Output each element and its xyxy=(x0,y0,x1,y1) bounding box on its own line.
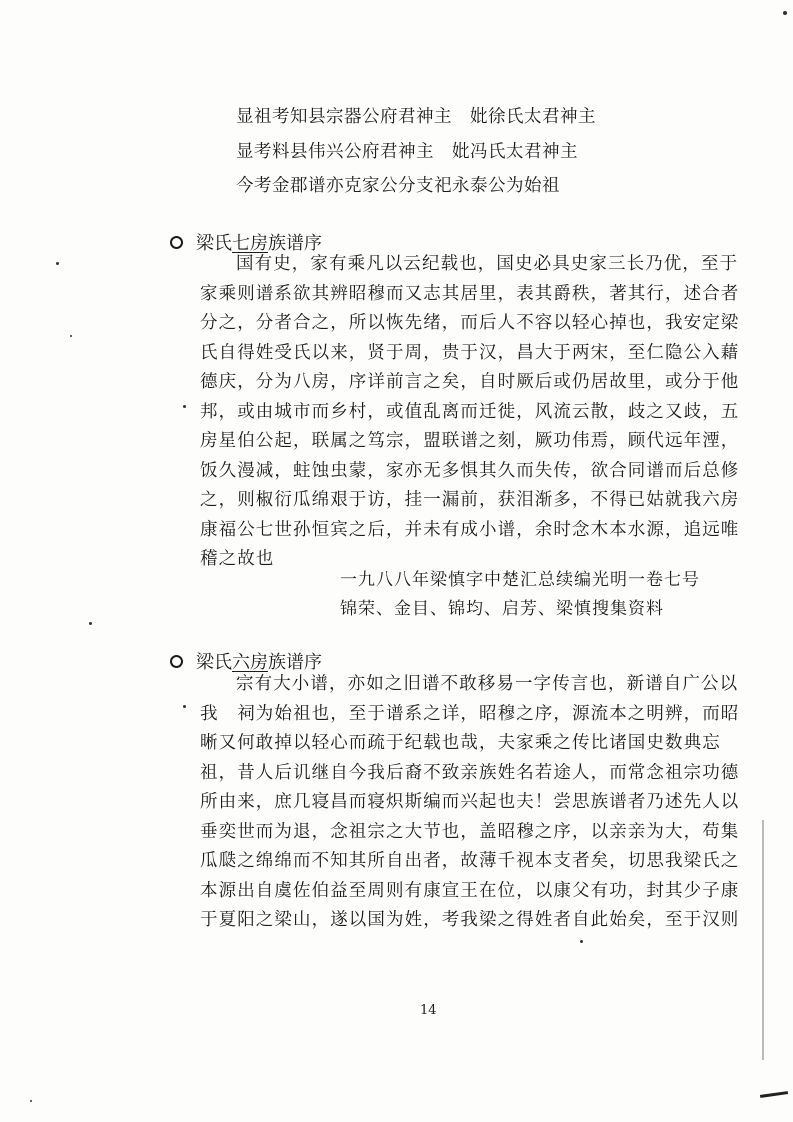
text-line: 房星伯公起，联属之笃宗，盟联谱之刻，厥功伟焉，顾代远年湮， xyxy=(200,431,740,451)
preface-paragraph-sixth-branch xyxy=(200,670,740,936)
text-line: 饭久漫减，蛀蚀虫蒙，家亦无多惧其久而失传，欲合同谱而后总修 xyxy=(200,460,740,481)
scan-speck xyxy=(783,11,787,15)
text-line: 本源出自虞佐伯益至周则有康宣王在位，以康父有功，封其少子康 xyxy=(200,880,740,901)
source-line-2: 锦荣、金目、锦均、启芳、梁慎搜集资料 xyxy=(340,599,664,619)
scan-speck xyxy=(183,705,186,708)
heading-prefix: 梁氏 xyxy=(196,652,232,673)
scan-edge-line xyxy=(762,820,764,1060)
circle-bullet-icon xyxy=(170,236,183,249)
scan-speck xyxy=(183,405,186,408)
heading-branch: 七房 xyxy=(232,233,268,254)
ancestral-tablet-line-2: 显考料县伟兴公府君神主 妣冯氏太君神主 xyxy=(236,142,578,162)
circle-bullet-icon xyxy=(170,655,183,668)
text-line: 瓜瓞之绵绵而不知其所自出者，故薄千视本支者矣，切思我梁氏之 xyxy=(200,851,740,871)
text-line: 所由来，庶几寝昌而寝炽斯编而兴起也夫！尝思族谱者乃述先人以 xyxy=(200,792,740,812)
scan-speck xyxy=(580,940,583,943)
text-line: 国有史，家有乘凡以云纪载也，国史必具史家三长乃优，至于 xyxy=(236,254,739,274)
scan-speck xyxy=(30,1100,32,1102)
text-line: 祖，昔人后讥继自今我后裔不致亲族姓名若途人，而常念祖宗功德 xyxy=(200,762,740,783)
text-line: 分之，分者合之，所以恢先绪，而后人不容以轻心掉也，我安定梁 xyxy=(200,313,740,333)
scan-speck xyxy=(89,622,92,625)
text-line: 家乘则谱系欲其辨昭穆而又志其居里，表其爵秩，著其行，述合者 xyxy=(200,283,740,304)
text-line: 于夏阳之梁山，遂以国为姓，考我梁之得姓者自此始矣，至于汉则 xyxy=(200,910,740,930)
ancestral-tablet-line-3: 今考金郡谱亦克家公分支祀永泰公为始祖 xyxy=(236,176,560,196)
scan-corner-mark xyxy=(760,1091,788,1098)
text-line: 之，则椒衍瓜绵艰于访，挂一漏前，获泪渐多，不得已姑就我六房 xyxy=(200,490,740,510)
text-line: 宗有大小谱，亦如之旧谱不敢移易一字传言也，新谱自广公以 xyxy=(236,674,739,694)
text-line: 我 祠为始祖也，至于谱系之详，昭穆之序，源流本之明辨，而昭 xyxy=(200,703,740,724)
text-line: 垂奕世而为退，念祖宗之大节也，盖昭穆之序，以亲亲为大，苟集 xyxy=(200,821,740,842)
text-line: 德庆，分为八房，序详前言之矣，自时厥后或仍居故里，或分于他 xyxy=(200,372,740,392)
heading-prefix: 梁氏 xyxy=(196,233,232,254)
heading-suffix: 族谱序 xyxy=(268,652,322,673)
page-number: 14 xyxy=(420,1003,437,1018)
ancestral-tablet-line-1: 显祖考知县宗器公府君神主 妣徐氏太君神主 xyxy=(236,107,596,127)
text-line: 氏自得姓受氏以来，贤于周，贵于汉，昌大于两宋，至仁隐公入藉 xyxy=(200,342,740,363)
heading-suffix: 族谱序 xyxy=(268,233,322,254)
scan-speck xyxy=(70,335,72,337)
text-line: 稽之故也 xyxy=(200,549,275,569)
scan-speck xyxy=(56,262,59,265)
source-line-1: 一九八八年梁慎字中楚汇总续编光明一卷七号 xyxy=(340,570,700,590)
heading-branch: 六房 xyxy=(232,652,268,673)
preface-paragraph-seventh-branch xyxy=(200,250,740,575)
text-line: 康福公七世孙恒宾之后，并未有成小谱，余时念木本水源，追远唯 xyxy=(200,519,740,540)
text-line: 晰又何敢掉以轻心而疏于纪载也哉，夫家乘之传比诸国史数典忘 xyxy=(200,733,721,753)
text-line: 邦，或由城市而乡村，或值乱离而迁徙，风流云散，歧之又歧，五 xyxy=(200,401,740,422)
